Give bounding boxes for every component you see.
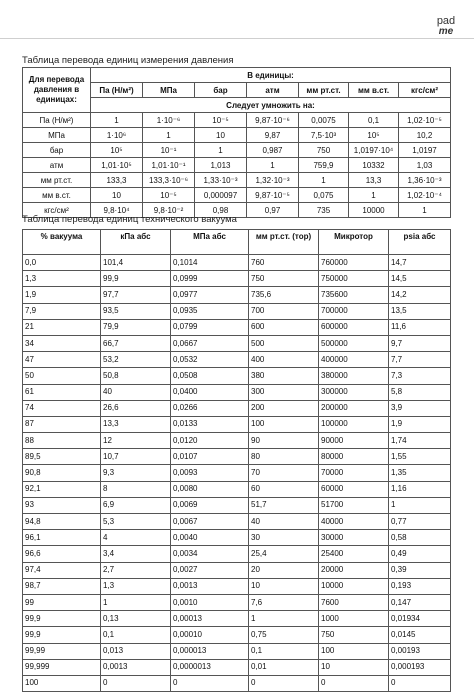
table-row <box>23 643 451 659</box>
vacuum-cell: 1,3 <box>23 271 101 287</box>
vacuum-cell: 53,2 <box>101 352 171 368</box>
table-row <box>23 352 451 368</box>
factor-cell: 10000 <box>349 203 399 218</box>
vacuum-cell: 380 <box>249 368 319 384</box>
table-row <box>23 335 451 351</box>
vacuum-cell: 14,7 <box>389 255 451 271</box>
table-row <box>23 384 451 400</box>
vacuum-cell: 5,8 <box>389 384 451 400</box>
vacuum-cell: 1,35 <box>389 465 451 481</box>
table-row <box>23 158 451 173</box>
vacuum-header-cell: % вакуума <box>23 230 101 255</box>
factor-cell: 1·10⁻⁶ <box>143 113 195 128</box>
vacuum-cell: 11,6 <box>389 319 451 335</box>
vacuum-cell: 99,99 <box>23 643 101 659</box>
table-row <box>23 368 451 384</box>
vacuum-cell: 1000 <box>319 611 389 627</box>
vacuum-cell: 0,0799 <box>171 319 249 335</box>
factor-cell: 0,1 <box>349 113 399 128</box>
vacuum-cell: 7,9 <box>23 303 101 319</box>
factor-cell: 133,3 <box>91 173 143 188</box>
vacuum-cell: 0,39 <box>389 562 451 578</box>
vacuum-cell: 7,3 <box>389 368 451 384</box>
table-row <box>23 303 451 319</box>
vacuum-cell: 89,5 <box>23 449 101 465</box>
vacuum-cell: 1 <box>389 497 451 513</box>
vacuum-cell: 0,0107 <box>171 449 249 465</box>
vacuum-cell: 0,013 <box>101 643 171 659</box>
factor-cell: 10,2 <box>399 128 451 143</box>
vacuum-cell: 0,0010 <box>171 594 249 610</box>
vacuum-cell: 735600 <box>319 287 389 303</box>
factor-cell: 10⁵ <box>349 128 399 143</box>
table-row <box>23 562 451 578</box>
vacuum-cell: 9,7 <box>389 335 451 351</box>
factor-cell: 9,87·10⁻⁵ <box>247 188 299 203</box>
factor-cell: 1,36·10⁻³ <box>399 173 451 188</box>
vacuum-cell: 0,0013 <box>101 659 171 675</box>
factor-cell: 1,02·10⁻⁵ <box>399 113 451 128</box>
vacuum-cell: 0 <box>101 675 171 691</box>
factor-cell: 7,5·10³ <box>299 128 349 143</box>
vacuum-cell: 0,01934 <box>389 611 451 627</box>
vacuum-header-cell: мм рт.ст. (тор) <box>249 230 319 255</box>
vacuum-cell: 0,75 <box>249 627 319 643</box>
vacuum-cell: 99,9 <box>101 271 171 287</box>
vacuum-table-body <box>23 255 451 692</box>
vacuum-cell: 0,00193 <box>389 643 451 659</box>
vacuum-cell: 1,9 <box>23 287 101 303</box>
vacuum-cell: 40000 <box>319 514 389 530</box>
unit-header-cell: атм <box>247 83 299 98</box>
vacuum-cell: 34 <box>23 335 101 351</box>
unit-header-cell: мм рт.ст. <box>299 83 349 98</box>
factor-cell: 10⁻⁵ <box>195 113 247 128</box>
factor-cell: 759,9 <box>299 158 349 173</box>
vacuum-cell: 0,193 <box>389 578 451 594</box>
table-row <box>23 611 451 627</box>
brand-logo <box>432 16 460 37</box>
factor-cell: 1,03 <box>399 158 451 173</box>
vacuum-cell: 0,0145 <box>389 627 451 643</box>
vacuum-header-cell: МПа абс <box>171 230 249 255</box>
factor-cell: 9,87 <box>247 128 299 143</box>
vacuum-cell: 0,0935 <box>171 303 249 319</box>
vacuum-cell: 600 <box>249 319 319 335</box>
vacuum-cell: 96,6 <box>23 546 101 562</box>
row-unit-cell: МПа <box>23 128 91 143</box>
vacuum-cell: 750 <box>249 271 319 287</box>
vacuum-cell: 0,0133 <box>171 416 249 432</box>
vacuum-conversion-table <box>22 229 451 692</box>
factor-cell: 1 <box>91 113 143 128</box>
vacuum-cell: 99,999 <box>23 659 101 675</box>
vacuum-cell: 13,3 <box>101 416 171 432</box>
vacuum-cell: 7,6 <box>249 594 319 610</box>
factor-cell: 1,0197 <box>399 143 451 158</box>
vacuum-cell: 0,0069 <box>171 497 249 513</box>
vacuum-header-cell: psia абс <box>389 230 451 255</box>
vacuum-cell: 70000 <box>319 465 389 481</box>
table-row <box>23 578 451 594</box>
factor-cell: 9,87·10⁻⁶ <box>247 113 299 128</box>
vacuum-cell: 500 <box>249 335 319 351</box>
vacuum-cell: 0 <box>319 675 389 691</box>
vacuum-cell: 0,0667 <box>171 335 249 351</box>
vacuum-cell: 380000 <box>319 368 389 384</box>
vacuum-cell: 1 <box>101 594 171 610</box>
factor-cell: 1 <box>195 143 247 158</box>
table-row <box>23 546 451 562</box>
table-row <box>23 287 451 303</box>
factor-cell: 1 <box>349 188 399 203</box>
vacuum-cell: 0,0532 <box>171 352 249 368</box>
multiply-header: Следует умножить на: <box>91 98 451 113</box>
vacuum-cell: 14,2 <box>389 287 451 303</box>
factor-cell: 0,97 <box>247 203 299 218</box>
table-row <box>23 128 451 143</box>
row-unit-cell: кгс/см² <box>23 203 91 218</box>
vacuum-cell: 0,147 <box>389 594 451 610</box>
factor-cell: 750 <box>299 143 349 158</box>
vacuum-cell: 97,4 <box>23 562 101 578</box>
vacuum-cell: 500000 <box>319 335 389 351</box>
table-row <box>23 465 451 481</box>
vacuum-cell: 1,3 <box>101 578 171 594</box>
into-units-header: В единицы: <box>91 68 451 83</box>
vacuum-cell: 60 <box>249 481 319 497</box>
unit-header-cell: МПа <box>143 83 195 98</box>
vacuum-cell: 10 <box>249 578 319 594</box>
vacuum-cell: 0,01 <box>249 659 319 675</box>
factor-cell: 0,0075 <box>299 113 349 128</box>
vacuum-cell: 74 <box>23 400 101 416</box>
vacuum-cell: 0,0508 <box>171 368 249 384</box>
vacuum-cell: 96,1 <box>23 530 101 546</box>
pressure-conversion-table <box>22 67 451 218</box>
table-row <box>23 497 451 513</box>
vacuum-cell: 47 <box>23 352 101 368</box>
logo-text-top: pad <box>436 15 456 27</box>
vacuum-cell: 6,9 <box>101 497 171 513</box>
vacuum-cell: 0,0034 <box>171 546 249 562</box>
vacuum-cell: 1,55 <box>389 449 451 465</box>
vacuum-cell: 8 <box>101 481 171 497</box>
table-row <box>23 433 451 449</box>
vacuum-cell: 99 <box>23 594 101 610</box>
row-unit-cell: атм <box>23 158 91 173</box>
vacuum-cell: 1,16 <box>389 481 451 497</box>
vacuum-cell: 12 <box>101 433 171 449</box>
vacuum-cell: 50,8 <box>101 368 171 384</box>
pressure-table-title: Таблица перевода единиц измерения давления <box>22 55 234 66</box>
unit-header-cell: бар <box>195 83 247 98</box>
vacuum-cell: 760 <box>249 255 319 271</box>
vacuum-cell: 9,3 <box>101 465 171 481</box>
factor-cell: 10 <box>195 128 247 143</box>
factor-cell: 1,0197·10⁴ <box>349 143 399 158</box>
vacuum-cell: 93,5 <box>101 303 171 319</box>
factor-cell: 9,8·10⁻² <box>143 203 195 218</box>
factor-cell: 10⁵ <box>91 143 143 158</box>
factor-cell: 0,000097 <box>195 188 247 203</box>
vacuum-cell: 94,8 <box>23 514 101 530</box>
vacuum-cell: 99,9 <box>23 611 101 627</box>
table-row <box>23 594 451 610</box>
vacuum-cell: 400 <box>249 352 319 368</box>
vacuum-cell: 600000 <box>319 319 389 335</box>
vacuum-cell: 0,0999 <box>171 271 249 287</box>
row-unit-cell: бар <box>23 143 91 158</box>
vacuum-cell: 0,0013 <box>171 578 249 594</box>
vacuum-cell: 100 <box>23 675 101 691</box>
table-row <box>23 675 451 691</box>
vacuum-cell: 5,3 <box>101 514 171 530</box>
table-row <box>23 319 451 335</box>
vacuum-cell: 66,7 <box>101 335 171 351</box>
table-row <box>23 449 451 465</box>
row-unit-cell: мм рт.ст. <box>23 173 91 188</box>
vacuum-cell: 70 <box>249 465 319 481</box>
vacuum-cell: 0,0040 <box>171 530 249 546</box>
table-row <box>23 271 451 287</box>
factor-cell: 9,8·10⁴ <box>91 203 143 218</box>
vacuum-cell: 60000 <box>319 481 389 497</box>
factor-cell: 0,075 <box>299 188 349 203</box>
table-row <box>23 143 451 158</box>
vacuum-cell: 88 <box>23 433 101 449</box>
factor-cell: 1,01·10⁻¹ <box>143 158 195 173</box>
vacuum-cell: 0,000193 <box>389 659 451 675</box>
unit-header-cell: Па (Н/м²) <box>91 83 143 98</box>
factor-cell: 1,33·10⁻³ <box>195 173 247 188</box>
factor-cell: 1,32·10⁻³ <box>247 173 299 188</box>
table-row <box>23 400 451 416</box>
vacuum-cell: 0 <box>171 675 249 691</box>
vacuum-cell: 87 <box>23 416 101 432</box>
vacuum-cell: 100 <box>319 643 389 659</box>
vacuum-cell: 300 <box>249 384 319 400</box>
factor-cell: 13,3 <box>349 173 399 188</box>
vacuum-cell: 3,9 <box>389 400 451 416</box>
vacuum-cell: 0,58 <box>389 530 451 546</box>
vacuum-cell: 0 <box>249 675 319 691</box>
table-row <box>23 188 451 203</box>
vacuum-table-title: Таблица перевода единиц технического вакуума <box>22 214 237 225</box>
factor-cell: 1 <box>247 158 299 173</box>
vacuum-cell: 700000 <box>319 303 389 319</box>
vacuum-cell: 90000 <box>319 433 389 449</box>
vacuum-cell: 760000 <box>319 255 389 271</box>
vacuum-cell: 61 <box>23 384 101 400</box>
table-row <box>23 530 451 546</box>
vacuum-cell: 2,7 <box>101 562 171 578</box>
vacuum-cell: 0,1 <box>249 643 319 659</box>
vacuum-cell: 1,9 <box>389 416 451 432</box>
vacuum-cell: 0 <box>389 675 451 691</box>
vacuum-cell: 14,5 <box>389 271 451 287</box>
vacuum-cell: 0,13 <box>101 611 171 627</box>
pressure-table-body <box>23 113 451 218</box>
vacuum-cell: 51,7 <box>249 497 319 513</box>
vacuum-cell: 3,4 <box>101 546 171 562</box>
vacuum-cell: 92,1 <box>23 481 101 497</box>
table-row <box>23 416 451 432</box>
vacuum-cell: 30 <box>249 530 319 546</box>
table-row <box>23 173 451 188</box>
corner-header: Для перевода давления в единицах: <box>23 68 91 113</box>
vacuum-cell: 13,5 <box>389 303 451 319</box>
vacuum-cell: 100 <box>249 416 319 432</box>
table-row <box>23 481 451 497</box>
vacuum-cell: 750 <box>319 627 389 643</box>
unit-header-cell: мм в.ст. <box>349 83 399 98</box>
vacuum-cell: 79,9 <box>101 319 171 335</box>
vacuum-cell: 750000 <box>319 271 389 287</box>
factor-cell: 1,01·10⁵ <box>91 158 143 173</box>
vacuum-cell: 80 <box>249 449 319 465</box>
vacuum-cell: 98,7 <box>23 578 101 594</box>
factor-cell: 1 <box>143 128 195 143</box>
vacuum-cell: 1 <box>249 611 319 627</box>
vacuum-cell: 20 <box>249 562 319 578</box>
vacuum-header-row <box>23 230 451 255</box>
factor-cell: 10⁻⁵ <box>143 188 195 203</box>
vacuum-cell: 40 <box>101 384 171 400</box>
vacuum-cell: 90,8 <box>23 465 101 481</box>
factor-cell: 133,3·10⁻⁶ <box>143 173 195 188</box>
factor-cell: 1 <box>399 203 451 218</box>
factor-cell: 10 <box>91 188 143 203</box>
vacuum-cell: 100000 <box>319 416 389 432</box>
factor-cell: 1,02·10⁻⁴ <box>399 188 451 203</box>
vacuum-cell: 0,00013 <box>171 611 249 627</box>
unit-header-cell: кгс/см² <box>399 83 451 98</box>
vacuum-cell: 0,0400 <box>171 384 249 400</box>
vacuum-cell: 735,6 <box>249 287 319 303</box>
vacuum-cell: 50 <box>23 368 101 384</box>
vacuum-cell: 0,0120 <box>171 433 249 449</box>
vacuum-cell: 99,9 <box>23 627 101 643</box>
vacuum-header-cell: Микротор <box>319 230 389 255</box>
vacuum-cell: 26,6 <box>101 400 171 416</box>
vacuum-cell: 0,0093 <box>171 465 249 481</box>
vacuum-cell: 0,0977 <box>171 287 249 303</box>
vacuum-cell: 0,1 <box>101 627 171 643</box>
vacuum-cell: 101,4 <box>101 255 171 271</box>
vacuum-cell: 97,7 <box>101 287 171 303</box>
vacuum-cell: 0,1014 <box>171 255 249 271</box>
vacuum-cell: 0,0080 <box>171 481 249 497</box>
row-unit-cell: Па (Н/м²) <box>23 113 91 128</box>
vacuum-cell: 90 <box>249 433 319 449</box>
vacuum-cell: 1,74 <box>389 433 451 449</box>
vacuum-cell: 0,49 <box>389 546 451 562</box>
factor-cell: 1,013 <box>195 158 247 173</box>
vacuum-cell: 93 <box>23 497 101 513</box>
vacuum-cell: 0,0027 <box>171 562 249 578</box>
table-row <box>23 113 451 128</box>
vacuum-cell: 4 <box>101 530 171 546</box>
table-row <box>23 255 451 271</box>
vacuum-cell: 700 <box>249 303 319 319</box>
vacuum-cell: 0,0266 <box>171 400 249 416</box>
vacuum-cell: 200000 <box>319 400 389 416</box>
vacuum-cell: 21 <box>23 319 101 335</box>
vacuum-cell: 7,7 <box>389 352 451 368</box>
factor-cell: 735 <box>299 203 349 218</box>
vacuum-cell: 25,4 <box>249 546 319 562</box>
factor-cell: 10⁻¹ <box>143 143 195 158</box>
table-row <box>23 514 451 530</box>
factor-cell: 1 <box>299 173 349 188</box>
header-divider <box>0 38 474 39</box>
factor-cell: 1·10⁶ <box>91 128 143 143</box>
vacuum-cell: 10 <box>319 659 389 675</box>
vacuum-cell: 300000 <box>319 384 389 400</box>
factor-cell: 0,98 <box>195 203 247 218</box>
factor-cell: 0,987 <box>247 143 299 158</box>
vacuum-cell: 20000 <box>319 562 389 578</box>
vacuum-cell: 25400 <box>319 546 389 562</box>
vacuum-cell: 40 <box>249 514 319 530</box>
vacuum-cell: 80000 <box>319 449 389 465</box>
vacuum-header-cell: кПа абс <box>101 230 171 255</box>
vacuum-cell: 0,000013 <box>171 643 249 659</box>
vacuum-cell: 200 <box>249 400 319 416</box>
logo-text-bottom: me <box>438 26 454 37</box>
vacuum-cell: 0,0067 <box>171 514 249 530</box>
vacuum-cell: 0,77 <box>389 514 451 530</box>
vacuum-cell: 10000 <box>319 578 389 594</box>
vacuum-cell: 30000 <box>319 530 389 546</box>
vacuum-cell: 10,7 <box>101 449 171 465</box>
vacuum-cell: 0,00010 <box>171 627 249 643</box>
vacuum-cell: 51700 <box>319 497 389 513</box>
vacuum-cell: 400000 <box>319 352 389 368</box>
factor-cell: 10332 <box>349 158 399 173</box>
vacuum-cell: 0,0 <box>23 255 101 271</box>
vacuum-cell: 7600 <box>319 594 389 610</box>
row-unit-cell: мм в.ст. <box>23 188 91 203</box>
table-row <box>23 627 451 643</box>
vacuum-cell: 0,0000013 <box>171 659 249 675</box>
